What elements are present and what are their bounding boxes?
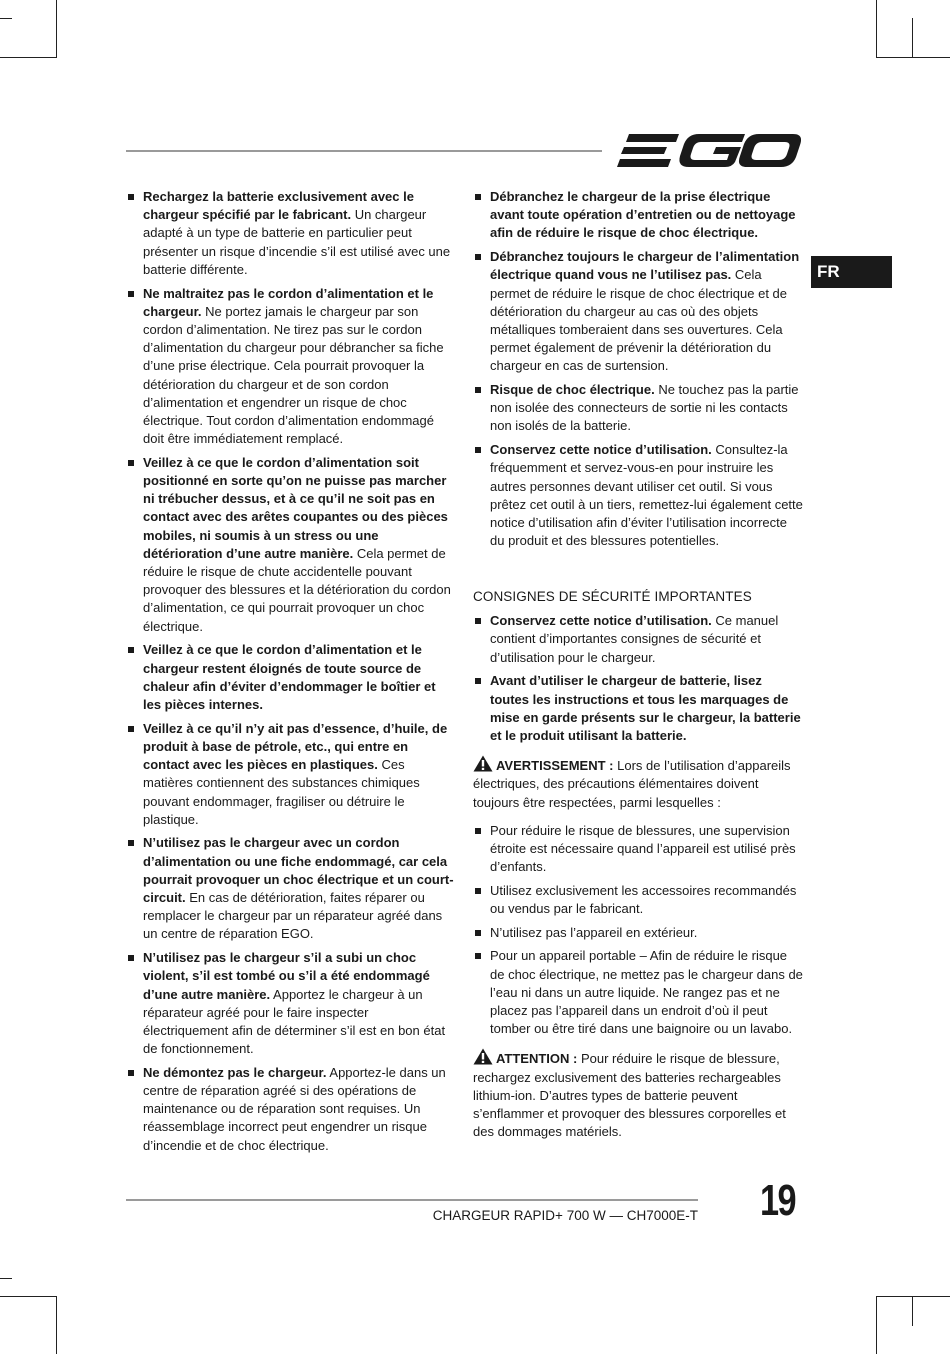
list-item — [473, 248, 803, 375]
section-bullet-list — [473, 612, 803, 745]
right-column — [473, 188, 803, 556]
list-item — [473, 882, 803, 918]
item-text: Ne portez jamais le chargeur par son cordon d’alimentation. Ne tirez pas sur le cordon d’alimentation du chargeur pour débrancher sa fiche d’une prise électrique. Cela pourrait provoquer la détérioration du chargeur et de son cordon d’alimentation et engendrer un risque de choc électrique. Tout cordon d’alimentation endommagé doit être immédiatement remplacé. — [143, 303, 444, 447]
item-text: Ne touchez pas la partie non isolée des connecteurs de sortie ni les contacts non isolés de la batterie. — [490, 382, 799, 434]
crop-mark — [0, 57, 57, 58]
list-item — [473, 947, 803, 1038]
item-lead: Veillez à ce que le cordon d’alimentation soit positionné en sorte qu’on ne puisse pas marcher ni trébucher dessus, et à ce qu’il ne soit pas en contact avec des arêtes coupantes ou des pièces mobiles, ni soumis à un stress ou une détérioration d’une autre manière. — [143, 454, 448, 561]
list-item — [126, 834, 454, 943]
crop-mark — [0, 18, 12, 19]
page-number: 19 — [760, 1176, 796, 1225]
item-text: Pour un appareil portable – Afin de réduire le risque de choc électrique, ne mettez pas le chargeur dans de l’eau ni dans un autre liquide. Ne rangez pas et ne placez pas l’appareil dans un endroit d’où il peut tomber ou être tiré dans une baignoire ou un lavabo. — [490, 948, 803, 1037]
list-item — [473, 672, 803, 745]
caution-notice — [473, 1048, 803, 1141]
item-lead: Veillez à ce que le cordon d’alimentation et le chargeur restent éloignés de toute source de chaleur afin d’éviter d’endommager le boîtier et les pièces internes. — [143, 642, 436, 712]
square-bullet-icon — [475, 447, 481, 453]
square-bullet-icon — [475, 387, 481, 393]
item-lead: N’utilisez pas le chargeur avec un cordon d’alimentation ou une fiche endommagé, car cela pourrait provoquer un choc électrique et un court-circuit. — [143, 835, 454, 906]
warning-text: Lors de l’utilisation d’appareils électriques, des précautions élémentaires doivent toujours être respectées, parmi lesquelles : — [473, 758, 791, 810]
right-bullet-list — [473, 188, 803, 550]
crop-mark — [876, 1296, 877, 1354]
list-item — [126, 188, 454, 279]
square-bullet-icon — [475, 888, 481, 894]
square-bullet-icon — [475, 678, 481, 684]
crop-mark — [0, 1296, 57, 1297]
crop-mark — [876, 0, 877, 58]
square-bullet-icon — [128, 291, 134, 297]
caution-text: Pour réduire le risque de blessure, rechargez exclusivement des batteries rechargeables lithium-ion. D’autres types de batterie peuvent s’enflammer et provoquer des blessures corporelles et des dommages matériels. — [473, 1051, 786, 1140]
item-lead: Risque de choc électrique. — [490, 382, 655, 398]
footer-rule — [126, 1199, 698, 1201]
list-item — [126, 949, 454, 1058]
item-text: Consultez-la fréquemment et servez-vous-en pour instruire les autres personnes devant utiliser cet outil. Si vous prêtez cet outil à un tiers, remettez-lui également cette notice d’utilisation afin d’éviter l’utilisation incorrecte du produit et des blessures potentielles. — [490, 442, 803, 549]
list-item — [473, 381, 803, 436]
crop-mark — [912, 18, 913, 58]
item-text: N’utilisez pas l’appareil en extérieur. — [490, 924, 698, 940]
square-bullet-icon — [128, 840, 134, 846]
item-lead: Conservez cette notice d’utilisation. — [490, 613, 712, 629]
list-item — [473, 924, 803, 942]
list-item — [473, 188, 803, 243]
footer-product: CHARGEUR RAPID+ 700 W — CH7000E-T — [432, 1208, 698, 1223]
square-bullet-icon — [128, 460, 134, 466]
warning-notice — [473, 755, 803, 812]
list-item — [126, 720, 454, 829]
item-lead: Avant d’utiliser le chargeur de batterie, lisez toutes les instructions et tous les marquages de mise en garde présents sur le chargeur, la batterie et le produit utilisant la batterie. — [490, 673, 801, 743]
language-tab: FR — [811, 256, 892, 288]
square-bullet-icon — [128, 955, 134, 961]
header-rule — [126, 150, 602, 152]
item-lead: Veillez à ce qu’il n’y ait pas d’essence, d’huile, de produit à base de pétrole, etc., qui entre en contact avec les pièces en plastiques. — [143, 720, 448, 773]
square-bullet-icon — [128, 647, 134, 653]
square-bullet-icon — [475, 953, 481, 959]
list-item — [473, 441, 803, 550]
section-title: CONSIGNES DE SÉCURITÉ IMPORTANTES — [473, 589, 752, 604]
item-text: Utilisez exclusivement les accessoires recommandés ou vendus par le fabricant. — [490, 882, 797, 917]
square-bullet-icon — [475, 930, 481, 936]
item-lead: N’utilisez pas le chargeur s’il a subi un choc violent, s’il est tombé ou s’il a été endommagé d’une autre manière. — [143, 950, 430, 1002]
item-lead: Rechargez la batterie exclusivement avec le chargeur spécifié par le fabricant. — [143, 189, 414, 223]
crop-mark — [0, 1278, 12, 1279]
square-bullet-icon — [128, 726, 134, 732]
warning-bullet-list — [473, 822, 803, 1039]
list-item — [126, 285, 454, 449]
list-item — [126, 454, 454, 636]
crop-mark — [912, 1296, 913, 1326]
item-lead: Débranchez le chargeur de la prise électrique avant toute opération d’entretien ou de nettoyage afin de réduire le risque de choc électrique. — [490, 189, 796, 241]
item-text: Ce manuel contient d’importantes consignes de sécurité et d’utilisation pour le chargeur. — [490, 613, 779, 665]
item-text: Un chargeur adapté à un type de batterie en particulier peut présenter un risque d’incendie s’il est utilisé avec une batterie différente. — [143, 207, 451, 277]
crop-mark — [876, 1296, 950, 1297]
crop-mark — [876, 57, 950, 58]
item-text: Apportez-le dans un centre de réparation agréé si des opérations de maintenance ou de réparation sont requises. Un réassemblage incorrect peut engendrer un risque d’incendie et de choc électrique. — [143, 1064, 446, 1153]
item-lead: Débranchez toujours le chargeur de l’alimentation électrique quand vous ne l’utilisez pas. — [490, 249, 800, 283]
left-column — [126, 188, 454, 1160]
item-text: Cela permet de réduire le risque de chute accidentelle pouvant provoquer des blessures et la détérioration du cordon d’alimentation, ce qui pourrait provoquer un choc électrique. — [143, 545, 451, 634]
item-text: Cela permet de réduire le risque de choc électrique et de détérioration du chargeur au cas où des objets métalliques tomberaient dans ses ouvertures. Cela permet également de prévenir la détérioration du chargeur en cas de surtension. — [490, 267, 788, 374]
list-item — [126, 1064, 454, 1155]
crop-mark — [56, 0, 57, 58]
list-item — [473, 612, 803, 667]
caution-tag: ATTENTION : — [496, 1051, 578, 1067]
warning-tag: AVERTISSEMENT : — [496, 758, 614, 774]
list-item — [126, 641, 454, 714]
square-bullet-icon — [475, 618, 481, 624]
crop-mark — [56, 1296, 57, 1354]
warning-triangle-icon — [473, 755, 493, 772]
ego-logo-mark — [617, 128, 801, 174]
ego-logo — [617, 128, 801, 174]
item-text: En cas de détérioration, faites réparer ou remplacer le chargeur par un réparateur agréé dans un centre de réparation EGO. — [143, 890, 443, 942]
item-text: Apportez le chargeur à un réparateur agréé pour le faire inspecter électriquement afin de déterminer s’il est en bon état de fonctionnement. — [143, 986, 446, 1057]
square-bullet-icon — [475, 194, 481, 200]
left-bullet-list — [126, 188, 454, 1155]
list-item — [473, 822, 803, 877]
square-bullet-icon — [475, 828, 481, 834]
right-column-lower — [473, 582, 803, 1151]
square-bullet-icon — [475, 254, 481, 260]
square-bullet-icon — [128, 194, 134, 200]
warning-triangle-icon — [473, 1048, 493, 1065]
item-text: Pour réduire le risque de blessures, une supervision étroite est nécessaire quand l’appareil est utilisé près d’enfants. — [490, 822, 796, 875]
square-bullet-icon — [128, 1070, 134, 1076]
item-lead: Ne maltraitez pas le cordon d’alimentation et le chargeur. — [143, 285, 434, 319]
item-lead: Ne démontez pas le chargeur. — [143, 1064, 327, 1080]
item-text: Ces matières contiennent des substances chimiques pouvant endommager, fragiliser ou détruire le plastique. — [143, 757, 420, 827]
item-lead: Conservez cette notice d’utilisation. — [490, 442, 712, 458]
